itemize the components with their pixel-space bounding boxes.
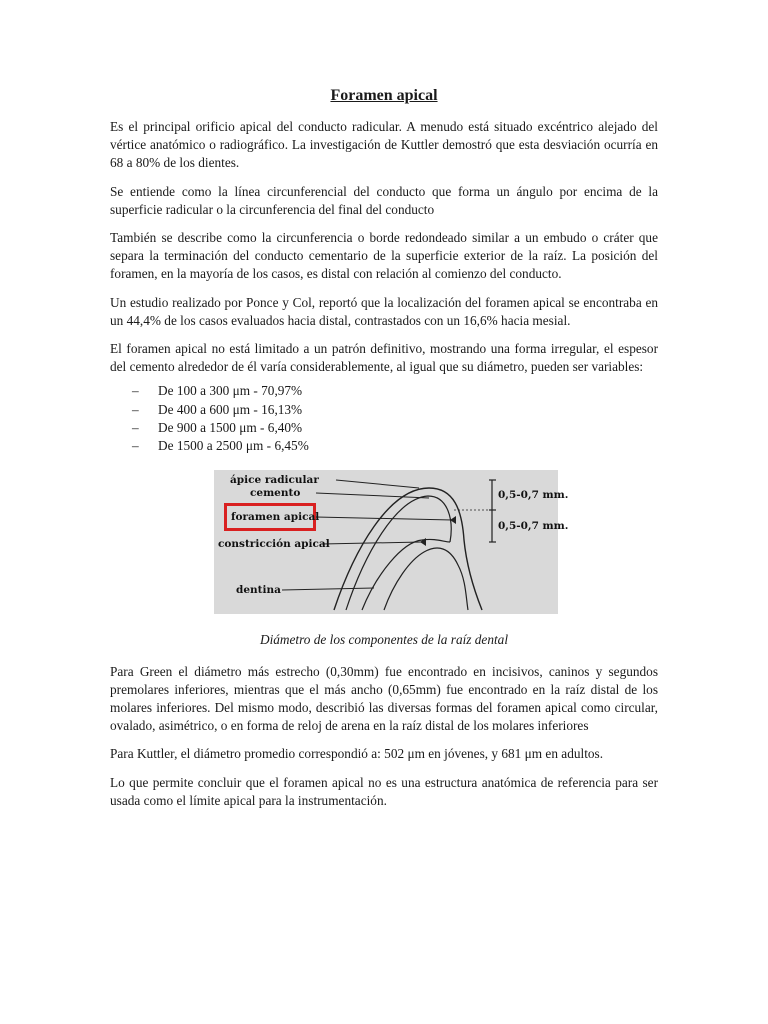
list-marker: – — [132, 420, 139, 436]
pointer-foramen — [316, 517, 452, 520]
label-constriccion: constricción apical — [218, 537, 330, 550]
list-item — [132, 382, 658, 400]
label-apice: ápice radicular — [230, 473, 319, 486]
list-item — [132, 419, 658, 437]
figure-container — [110, 470, 658, 615]
paragraph-2: Se entiende como la línea circunferencial del conducto que forma un ángulo por encima de la superficie radicular o la circunferencia del final del conducto — [110, 183, 658, 217]
list-item-text: De 400 a 600 μm - 16,13% — [158, 401, 303, 417]
list-item-text: De 100 a 300 μm - 70,97% — [158, 383, 303, 399]
label-dentina: dentina — [236, 583, 281, 596]
pointer-constriccion — [322, 542, 422, 544]
pointer-cemento — [316, 493, 429, 498]
paragraph-1: Es el principal orificio apical del conducto radicular. A menudo está situado excéntrico alejado del vértice anatómico o radiográfico. La investigación de Kuttler demostró que esta desviación ocurría en 68 a 80% de los dientes. — [110, 119, 658, 171]
list-marker: – — [132, 383, 139, 399]
pointer-dentina — [282, 588, 374, 590]
paragraph-6: Para Green el diámetro más estrecho (0,30mm) fue encontrado en incisivos, caninos y segundos premolares inferiores, mientras que el más ancho (0,65mm) fue encontrado en la raíz distal de los molares inferiores. Del mismo modo, describió las diversas formas del foramen apical como circular, ovalado, asimétrico, o en forma de reloj de arena en la raíz distal de los molares inferiores — [110, 663, 658, 734]
label-cemento: cemento — [250, 486, 301, 499]
diameter-list — [110, 382, 658, 455]
canal-left-line — [362, 539, 450, 610]
pointer-apice — [336, 480, 419, 488]
list-marker: – — [132, 438, 139, 454]
label-measure-top: 0,5-0,7 mm. — [498, 488, 569, 501]
marker-constriccion — [420, 538, 426, 546]
list-item — [132, 437, 658, 455]
figure-caption: Diámetro de los componentes de la raíz dental — [259, 631, 509, 647]
list-item-text: De 1500 a 2500 μm - 6,45% — [158, 438, 309, 454]
paragraph-8: Lo que permite concluir que el foramen apical no es una estructura anatómica de referencia para ser usada como el límite apical para la instrumentación. — [110, 774, 658, 808]
paragraph-7: Para Kuttler, el diámetro promedio correspondió a: 502 μm en jóvenes, y 681 μm en adultos. — [110, 746, 604, 762]
canal-right-line — [384, 548, 468, 610]
label-foramen: foramen apical — [231, 510, 320, 523]
paragraph-4: Un estudio realizado por Ponce y Col, reportó que la localización del foramen apical se encontraba en un 44,4% de los casos evaluados hacia distal, contrastados con un 16,6% hacia mesial. — [110, 294, 658, 328]
paragraph-5: El foramen apical no está limitado a un patrón definitivo, mostrando una forma irregular, el espesor del cemento alrededor de él varía considerablemente, al igual que su diámetro, pueden ser variables: — [110, 341, 658, 375]
paragraph-3: También se describe como la circunferencia o borde redondeado similar a un embudo o cráter que separa la terminación del conducto cementario de la superficie exterior de la raíz. La posición del foramen, en la mayoría de los casos, es distal con relación al comienzo del conducto. — [110, 230, 658, 282]
list-item-text: De 900 a 1500 μm - 6,40% — [158, 420, 303, 436]
document-body — [110, 86, 658, 820]
outer-root-line — [334, 488, 482, 610]
list-marker: – — [132, 401, 139, 417]
page-title: Foramen apical — [330, 87, 438, 104]
root-apex-diagram — [214, 470, 569, 614]
list-item — [132, 401, 658, 419]
label-measure-bottom: 0,5-0,7 mm. — [498, 519, 569, 532]
